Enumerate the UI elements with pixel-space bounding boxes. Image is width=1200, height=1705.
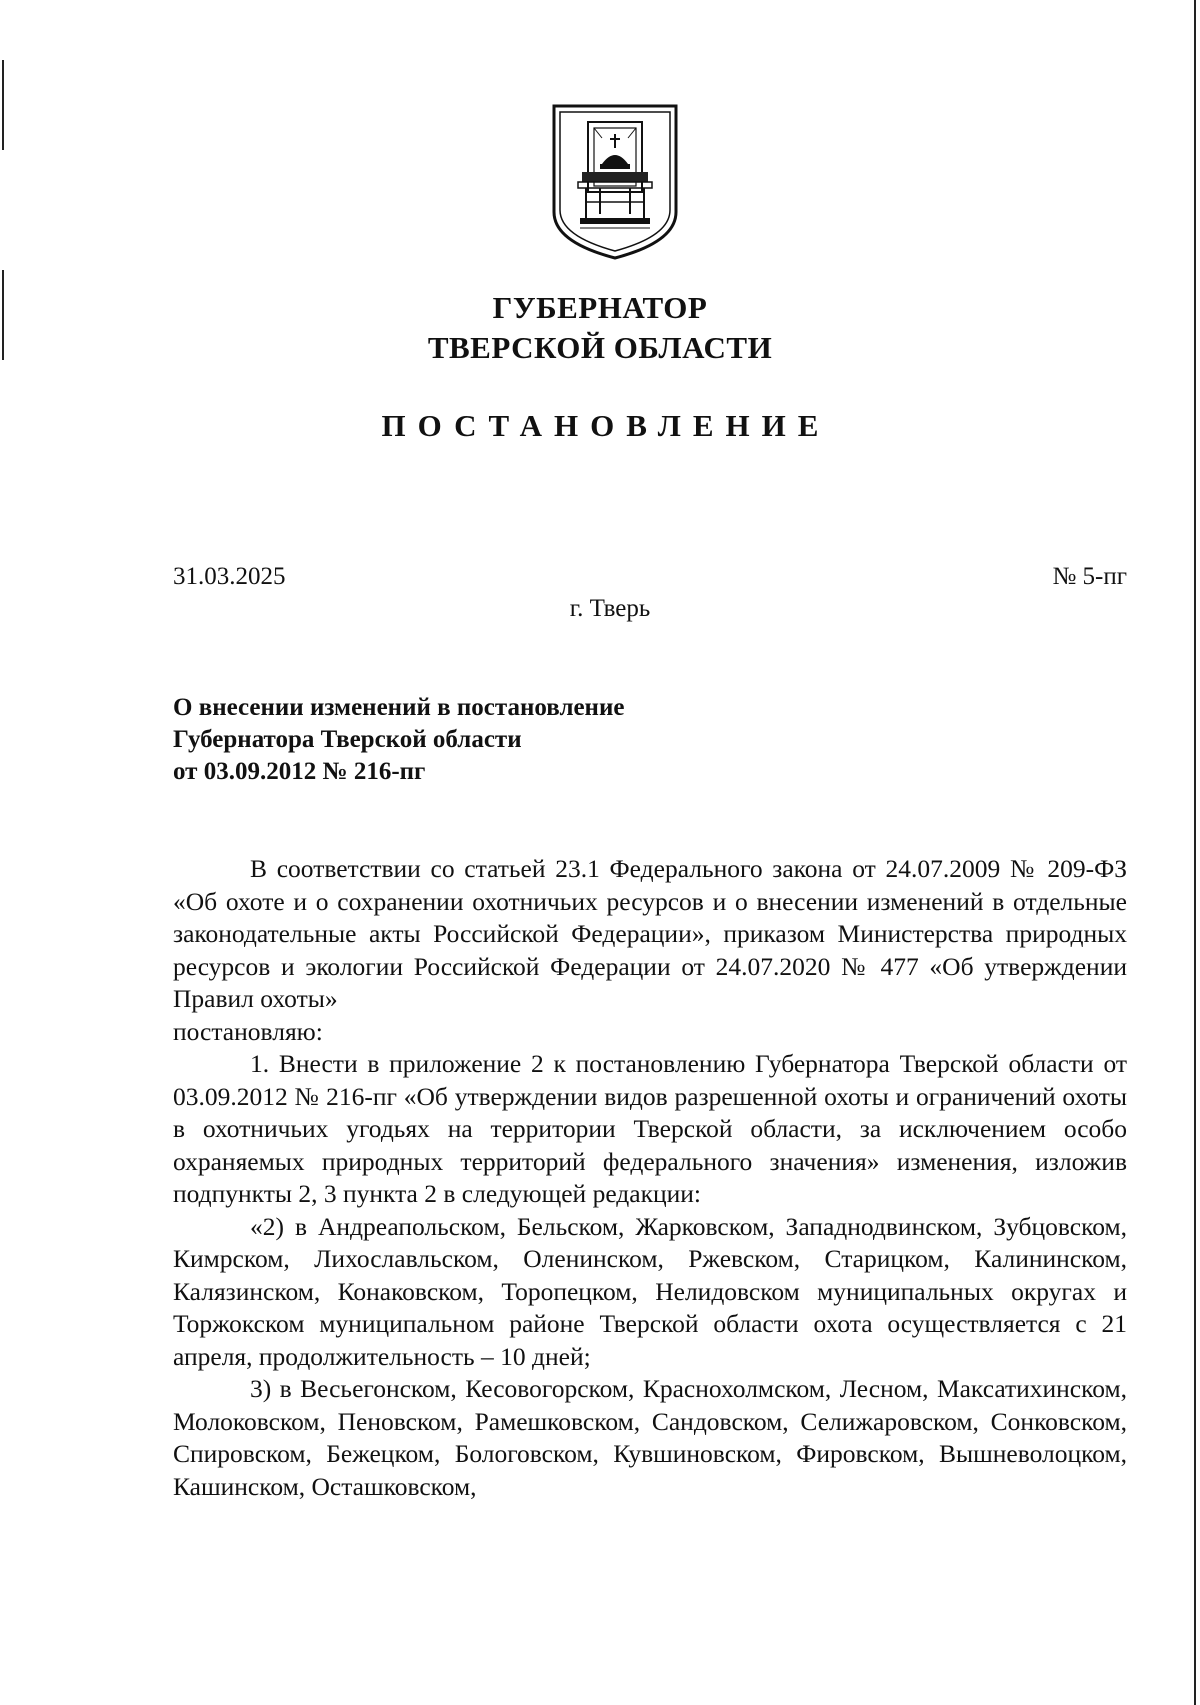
issuer-title: ГУБЕРНАТОР bbox=[492, 290, 708, 325]
body-paragraph-subitem-2: «2) в Андреапольском, Бельском, Жарковском, Западнодвинском, Зубцовском, Кимрском, Лихославльском, Оленинском, Ржевском, Старицком, Калининском, Калязинском, Конаковском, Торопецком, Нелидовском муниципальных округах и Торжокском муниципальном районе Тверской области охота осуществляется с 21 апреля, продолжительность – 10 дней; bbox=[173, 1211, 1127, 1371]
scan-mark-right bbox=[1194, 0, 1196, 1705]
subject-line: Губернатора Тверской области bbox=[173, 726, 522, 753]
body-paragraph-item-1: 1. Внести в приложение 2 к постановлению Губернатора Тверской области от 03.09.2012 № 216-пг «Об утверждении видов разрешенной охоты и ограничений охоты в охотничьих угодьях на территории Тверской области, за исключением особо охраняемых природных территорий федерального значения» изменения, изложив подпункты 2, 3 пункта 2 в следующей редакции: bbox=[173, 1049, 1127, 1208]
subject-line: О внесении изменений в постановление bbox=[173, 694, 625, 721]
issuer-region: ТВЕРСКОЙ ОБЛАСТИ bbox=[427, 330, 773, 365]
document-subject bbox=[173, 692, 624, 788]
body-paragraph-preamble: В соответствии со статьей 23.1 Федерального закона от 24.07.2009 № 209-ФЗ «Об охоте и о сохранении охотничьих ресурсов и о внесении изменений в отдельные законодательные акты Российской Федерации», приказом Министерства природных ресурсов и экологии Российской Федерации от 24.07.2020 № 477 «Об утверждении Правил охоты» bbox=[173, 854, 1127, 1013]
scan-mark-left-top bbox=[2, 60, 4, 150]
tver-coat-of-arms-icon bbox=[550, 102, 680, 262]
document-body bbox=[173, 853, 1127, 1503]
document-city: г. Тверь bbox=[569, 595, 651, 622]
document-type: ПОСТАНОВЛЕНИЕ bbox=[381, 408, 831, 443]
body-paragraph-subitem-3: 3) в Весьегонском, Кесовогорском, Краснохолмском, Лесном, Максатихинском, Молоковском, Пеновском, Рамешковском, Сандовском, Селижаровском, Сонковском, Спировском, Бежецком, Бологовском, Кувшиновском, Фировском, Вышневолоцком, Кашинском, Осташковском, bbox=[173, 1374, 1127, 1501]
body-paragraph-resolve: постановляю: bbox=[173, 1016, 323, 1046]
document-number: № 5-пг bbox=[1052, 563, 1127, 590]
document-date: 31.03.2025 bbox=[173, 563, 286, 590]
subject-line: от 03.09.2012 № 216-пг bbox=[173, 758, 426, 785]
